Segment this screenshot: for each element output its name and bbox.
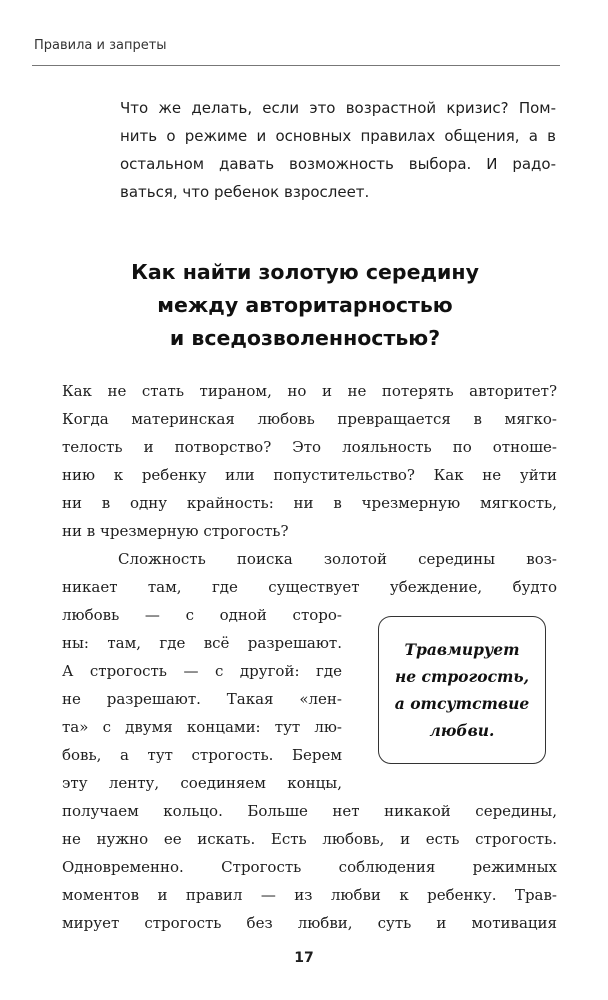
body-line: не нужно ее искать. Есть любовь, и есть строгость. [62,830,557,848]
intro-paragraph [120,94,556,206]
body-line: ни в одну крайность: ни в чрезмерную мягкость, [62,494,557,512]
section-title-line: Как найти золотую середину [131,260,479,284]
body-line: Когда материнская любовь превращается в мягко- [62,410,557,428]
body-line: нию к ребенку или попустительство? Как не уйти [62,466,557,484]
page-number: 17 [294,950,314,966]
pull-quote-line: не строгость, [394,667,530,686]
section-title-line: и вседозволенностью? [169,326,441,350]
section-title-line: между авторитарностью [157,293,453,317]
body-line: телость и потворство? Это лояльность по отноше- [62,438,557,456]
pull-quote-line: Травмирует [404,640,520,659]
body-line: А строгость — с другой: где [62,662,342,680]
pull-quote-box [378,616,546,764]
header-rule [32,65,560,66]
body-line: получаем кольцо. Больше нет никакой середины, [62,802,557,820]
body-line: Сложность поиска золотой середины воз- [118,550,557,568]
intro-line: остальном давать возможность выбора. И радо- [120,155,556,173]
body-line: Как не стать тираном, но и не потерять авторитет? [62,382,557,400]
body-line: ны: там, где всё разрешают. [62,634,342,652]
body-line: мирует строгость без любви, суть и мотивация [62,914,557,932]
intro-line: нить о режиме и основных правилах общения, а в [120,127,556,145]
body-line: та» с двумя концами: тут лю- [62,718,342,736]
body-line: Одновременно. Строгость соблюдения режимных [62,858,557,876]
pull-quote-line: любви. [429,721,495,740]
body-line: не разрешают. Такая «лен- [62,690,342,708]
intro-line: Что же делать, если это возрастной кризис? Пом- [120,99,556,117]
running-head: Правила и запреты [34,38,167,53]
body-line: бовь, а тут строгость. Берем [62,746,342,764]
intro-line: ваться, что ребенок взрослеет. [120,183,370,201]
body-line: любовь — с одной сторо- [62,606,342,624]
body-line: моментов и правил — из любви к ребенку. Трав- [62,886,557,904]
pull-quote-line: а отсутствие [394,694,530,713]
body-line: эту ленту, соединяем концы, [62,774,342,792]
body-line: ни в чрезмерную строгость? [62,522,289,540]
body-line: никает там, где существует убеждение, будто [62,578,557,596]
section-title [60,256,550,355]
